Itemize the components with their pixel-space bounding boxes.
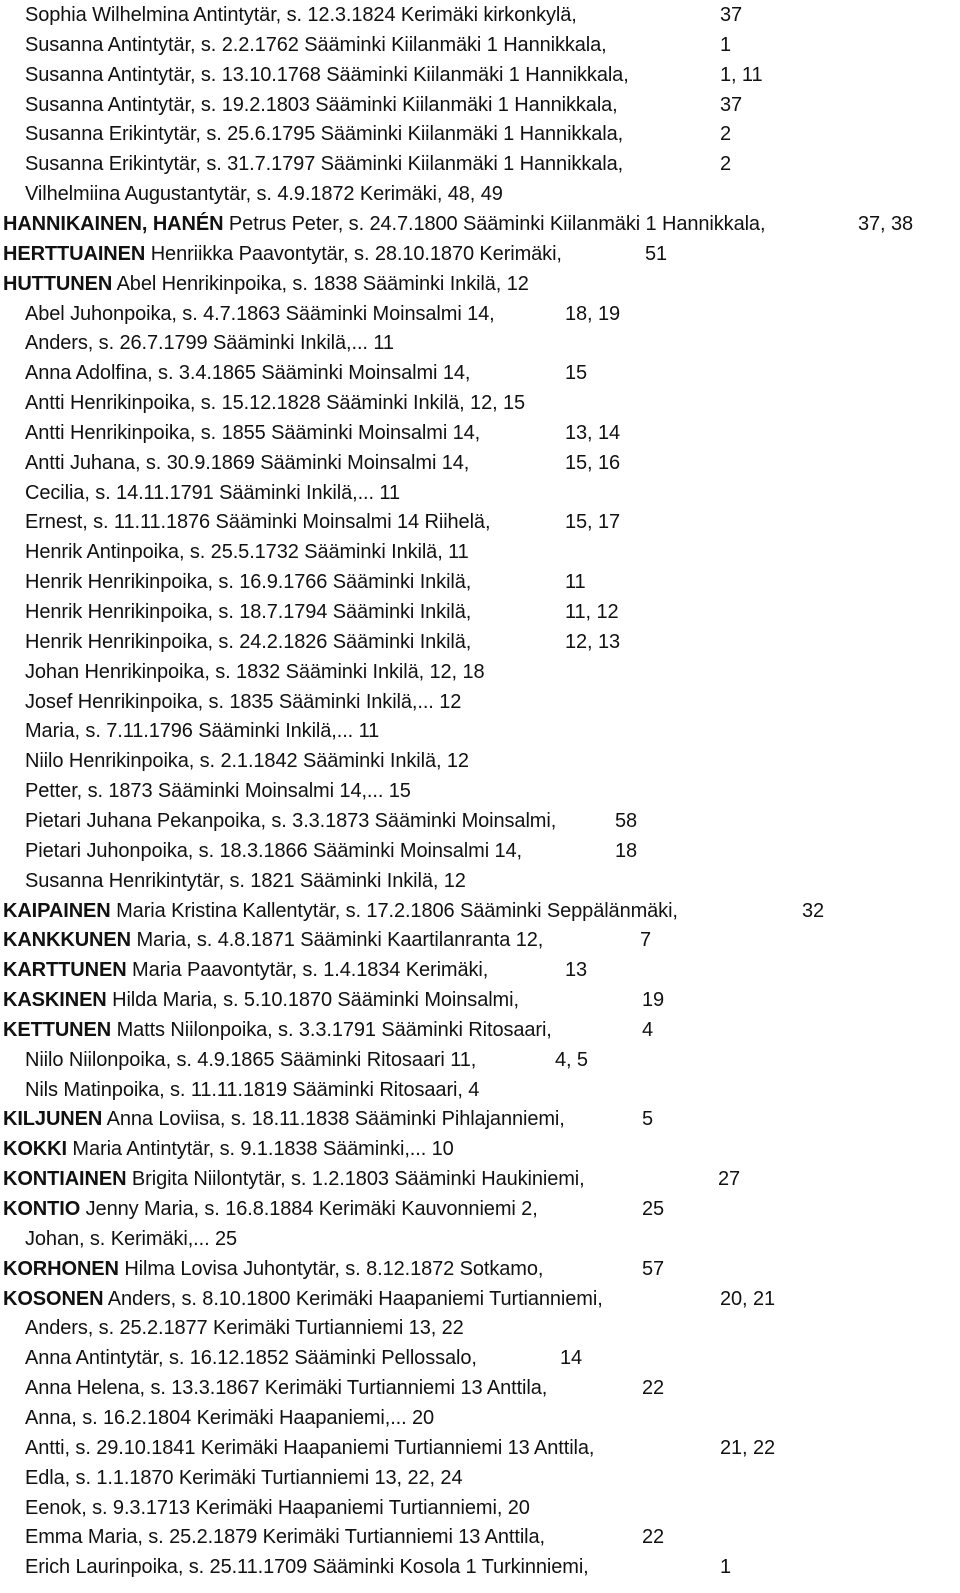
index-entry bbox=[25, 90, 743, 120]
index-entry bbox=[3, 925, 652, 955]
index-entry bbox=[25, 1493, 530, 1523]
entry-text: Maria Antintytär, s. 9.1.1838 Sääminki,... 10 bbox=[72, 1138, 454, 1161]
entry-page-numbers: 14 bbox=[560, 1347, 583, 1370]
entry-text: Maria, s. 4.8.1871 Sääminki Kaartilanranta 12, bbox=[136, 929, 544, 952]
index-entry bbox=[25, 746, 469, 776]
index-entry bbox=[25, 597, 619, 627]
entry-text: Susanna Antintytär, s. 13.10.1768 Sääminki Kiilanmäki 1 Hannikkala, bbox=[25, 63, 629, 86]
entry-text: Antti Henrikinpoika, s. 15.12.1828 Sääminki Inkilä, 12, 15 bbox=[25, 392, 526, 415]
entry-text: Petrus Peter, s. 24.7.1800 Sääminki Kiilanmäki 1 Hannikkala, bbox=[228, 212, 766, 235]
index-entry bbox=[3, 1164, 741, 1194]
entry-page-numbers: 19 bbox=[642, 989, 665, 1012]
entry-page-numbers: 25 bbox=[642, 1198, 665, 1220]
index-entry bbox=[25, 1343, 583, 1373]
index-entry bbox=[3, 985, 665, 1015]
entry-page-numbers: 2 bbox=[720, 153, 732, 176]
index-entry bbox=[25, 806, 638, 836]
index-entry bbox=[25, 418, 621, 448]
entry-surname: KOKKI bbox=[3, 1138, 67, 1161]
entry-text: Josef Henrikinpoika, s. 1835 Sääminki Inkilä,... 12 bbox=[25, 690, 462, 713]
entry-text: Antti, s. 29.10.1841 Kerimäki Haapaniemi Turtianniemi 13 Anttila, bbox=[25, 1436, 595, 1459]
entry-page-numbers: 15, 16 bbox=[565, 451, 621, 474]
index-entry bbox=[3, 209, 914, 239]
entry-text: Nils Matinpoika, s. 11.11.1819 Sääminki Ritosaari, 4 bbox=[25, 1078, 480, 1101]
entry-surname: KAIPAINEN bbox=[3, 899, 111, 922]
entry-text: Eenok, s. 9.3.1713 Kerimäki Haapaniemi Turtianniemi, 20 bbox=[25, 1496, 530, 1519]
entry-page-numbers: 1 bbox=[720, 1556, 732, 1579]
entry-surname: HUTTUNEN bbox=[3, 272, 113, 295]
entry-text: Hilda Maria, s. 5.10.1870 Sääminki Moinsalmi, bbox=[112, 989, 519, 1012]
entry-text: Anders, s. 8.10.1800 Kerimäki Haapaniemi Turtianniemi, bbox=[107, 1287, 603, 1310]
index-entry bbox=[25, 1373, 665, 1403]
entry-surname: HANNIKAINEN, HANÉN bbox=[3, 212, 224, 235]
entry-page-numbers: 7 bbox=[640, 929, 652, 952]
entry-text: Petter, s. 1873 Sääminki Moinsalmi 14,... 15 bbox=[25, 780, 411, 803]
entry-page-numbers: 11, 12 bbox=[565, 601, 619, 623]
index-entry bbox=[25, 567, 586, 597]
entry-text: Vilhelmiina Augustantytär, s. 4.9.1872 Kerimäki, 48, 49 bbox=[25, 183, 503, 206]
index-entry bbox=[25, 657, 485, 687]
entry-text: Sophia Wilhelmina Antintytär, s. 12.3.1824 Kerimäki kirkonkylä, bbox=[25, 4, 577, 26]
entry-surname: HERTTUAINEN bbox=[3, 242, 146, 265]
index-entry bbox=[25, 1313, 464, 1343]
entry-text: Hilma Lovisa Juhontytär, s. 8.12.1872 Sotkamo, bbox=[124, 1257, 544, 1280]
entry-text: Ernest, s. 11.11.1876 Sääminki Moinsalmi 14 Riihelä, bbox=[25, 511, 491, 534]
index-entry bbox=[25, 299, 621, 329]
entry-surname: KONTIO bbox=[3, 1198, 81, 1220]
entry-text: Niilo Niilonpoika, s. 4.9.1865 Sääminki Ritosaari 11, bbox=[25, 1048, 477, 1071]
entry-text: Susanna Antintytär, s. 2.2.1762 Sääminki Kiilanmäki 1 Hannikkala, bbox=[25, 33, 607, 56]
entry-text: Henrik Antinpoika, s. 25.5.1732 Sääminki Inkilä, 11 bbox=[25, 541, 469, 564]
entry-text: Henriikka Paavontytär, s. 28.10.1870 Kerimäki, bbox=[150, 242, 562, 265]
entry-text: Susanna Erikintytär, s. 25.6.1795 Sääminki Kiilanmäki 1 Hannikkala, bbox=[25, 123, 624, 146]
index-entry bbox=[3, 955, 588, 985]
entry-text: Anders, s. 26.7.1799 Sääminki Inkilä,... 11 bbox=[25, 332, 394, 355]
index-entry bbox=[25, 149, 732, 179]
entry-text: Jenny Maria, s. 16.8.1884 Kerimäki Kauvonniemi 2, bbox=[85, 1198, 538, 1220]
index-entry bbox=[25, 478, 400, 508]
entry-text: Emma Maria, s. 25.2.1879 Kerimäki Turtianniemi 13 Anttila, bbox=[25, 1526, 545, 1549]
entry-text: Susanna Erikintytär, s. 31.7.1797 Sääminki Kiilanmäki 1 Hannikkala, bbox=[25, 153, 624, 176]
entry-page-numbers: 18 bbox=[615, 839, 638, 862]
entry-page-numbers: 1 bbox=[720, 33, 732, 56]
entry-page-numbers: 37, 38 bbox=[858, 212, 914, 235]
entry-text: Niilo Henrikinpoika, s. 2.1.1842 Sääminki Inkilä, 12 bbox=[25, 750, 469, 773]
entry-page-numbers: 15 bbox=[565, 362, 588, 385]
entry-surname: KOSONEN bbox=[3, 1287, 104, 1310]
entry-page-numbers: 27 bbox=[718, 1168, 741, 1191]
index-entry bbox=[25, 1075, 479, 1105]
entry-text: Pietari Juhana Pekanpoika, s. 3.3.1873 Sääminki Moinsalmi, bbox=[25, 809, 557, 832]
entry-page-numbers: 4 bbox=[642, 1018, 654, 1041]
entry-text: Henrik Henrikinpoika, s. 16.9.1766 Sääminki Inkilä, bbox=[25, 571, 472, 594]
index-entry bbox=[25, 1463, 462, 1493]
entry-text: Anna, s. 16.2.1804 Kerimäki Haapaniemi,... 20 bbox=[25, 1406, 435, 1429]
entry-page-numbers: 58 bbox=[615, 809, 638, 832]
index-entry bbox=[3, 1104, 654, 1134]
index-entry bbox=[25, 627, 621, 657]
entry-page-numbers: 11 bbox=[565, 571, 586, 594]
index-entry bbox=[25, 1045, 588, 1075]
index-entry bbox=[25, 1552, 732, 1582]
entry-text: Susanna Antintytär, s. 19.2.1803 Sääminki Kiilanmäki 1 Hannikkala, bbox=[25, 93, 618, 116]
entry-page-numbers: 21, 22 bbox=[720, 1436, 776, 1459]
index-entry bbox=[25, 30, 732, 60]
index-entry bbox=[25, 507, 621, 537]
entry-surname: KASKINEN bbox=[3, 989, 107, 1012]
entry-page-numbers: 37 bbox=[720, 4, 743, 26]
entry-page-numbers: 22 bbox=[642, 1526, 665, 1549]
entry-page-numbers: 15, 17 bbox=[565, 511, 621, 534]
index-entry bbox=[3, 239, 668, 269]
entry-surname: KONTIAINEN bbox=[3, 1168, 127, 1191]
entry-text: Johan, s. Kerimäki,... 25 bbox=[25, 1227, 238, 1250]
entry-surname: KORHONEN bbox=[3, 1257, 119, 1280]
entry-page-numbers: 22 bbox=[642, 1377, 665, 1400]
entry-surname: KETTUNEN bbox=[3, 1018, 112, 1041]
index-entry bbox=[25, 388, 525, 418]
entry-text: Anna Antintytär, s. 16.12.1852 Sääminki Pellossalo, bbox=[25, 1347, 477, 1370]
entry-page-numbers: 57 bbox=[642, 1257, 665, 1280]
index-entry bbox=[25, 60, 763, 90]
index-entry bbox=[25, 119, 732, 149]
index-entry bbox=[3, 1015, 654, 1045]
entry-text: Susanna Henrikintytär, s. 1821 Sääminki Inkilä, 12 bbox=[25, 869, 466, 892]
entry-text: Anna Helena, s. 13.3.1867 Kerimäki Turtianniemi 13 Anttila, bbox=[25, 1377, 548, 1400]
index-entry bbox=[25, 358, 588, 388]
entry-surname: KARTTUNEN bbox=[3, 959, 127, 982]
entry-page-numbers: 12, 13 bbox=[565, 630, 621, 653]
entry-page-numbers: 13, 14 bbox=[565, 421, 621, 444]
index-entry bbox=[3, 1134, 454, 1164]
entry-page-numbers: 37 bbox=[720, 93, 743, 116]
index-entry bbox=[25, 836, 638, 866]
index-entry bbox=[25, 448, 621, 478]
entry-page-numbers: 13 bbox=[565, 959, 588, 982]
index-entry bbox=[25, 179, 503, 209]
entry-text: Maria Kristina Kallentytär, s. 17.2.1806 Sääminki Seppälänmäki, bbox=[116, 899, 678, 922]
entry-surname: KANKKUNEN bbox=[3, 929, 131, 952]
entry-page-numbers: 1, 11 bbox=[720, 63, 763, 86]
entry-text: Cecilia, s. 14.11.1791 Sääminki Inkilä,... 11 bbox=[25, 481, 400, 504]
index-entry bbox=[3, 896, 825, 926]
entry-page-numbers: 18, 19 bbox=[565, 302, 621, 325]
entry-text: Johan Henrikinpoika, s. 1832 Sääminki Inkilä, 12, 18 bbox=[25, 660, 485, 683]
index-entry bbox=[25, 687, 461, 717]
entry-text: Anna Loviisa, s. 18.11.1838 Sääminki Pihlajanniemi, bbox=[106, 1108, 565, 1131]
index-entry bbox=[25, 866, 466, 896]
index-entry bbox=[3, 1254, 665, 1284]
entry-text: Anders, s. 25.2.1877 Kerimäki Turtianniemi 13, 22 bbox=[25, 1317, 464, 1340]
entry-text: Brigita Niilontytär, s. 1.2.1803 Sääminki Haukiniemi, bbox=[131, 1168, 585, 1191]
entry-text: Pietari Juhonpoika, s. 18.3.1866 Sääminki Moinsalmi 14, bbox=[25, 839, 523, 862]
entry-text: Henrik Henrikinpoika, s. 24.2.1826 Sääminki Inkilä, bbox=[25, 630, 472, 653]
entry-page-numbers: 4, 5 bbox=[555, 1048, 588, 1071]
index-entry bbox=[25, 537, 469, 567]
index-entry bbox=[25, 0, 743, 30]
index-entry bbox=[25, 716, 379, 746]
index-entry bbox=[3, 1194, 665, 1224]
entry-page-numbers: 2 bbox=[720, 123, 732, 146]
entry-text: Henrik Henrikinpoika, s. 18.7.1794 Sääminki Inkilä, bbox=[25, 601, 472, 623]
entry-page-numbers: 51 bbox=[645, 242, 668, 265]
entry-text: Antti Juhana, s. 30.9.1869 Sääminki Moinsalmi 14, bbox=[25, 451, 470, 474]
entry-text: Erich Laurinpoika, s. 25.11.1709 Sääminki Kosola 1 Turkinniemi, bbox=[25, 1556, 589, 1579]
entry-text: Anna Adolfina, s. 3.4.1865 Sääminki Moinsalmi 14, bbox=[25, 362, 471, 385]
entry-text: Abel Henrikinpoika, s. 1838 Sääminki Inkilä, 12 bbox=[116, 272, 529, 295]
index-entry bbox=[25, 1224, 237, 1254]
index-entry bbox=[25, 1433, 776, 1463]
entry-text: Antti Henrikinpoika, s. 1855 Sääminki Moinsalmi 14, bbox=[25, 421, 481, 444]
index-entry bbox=[25, 1403, 434, 1433]
index-entry bbox=[3, 1284, 776, 1314]
entry-text: Abel Juhonpoika, s. 4.7.1863 Sääminki Moinsalmi 14, bbox=[25, 302, 495, 325]
entry-text: Maria Paavontytär, s. 1.4.1834 Kerimäki, bbox=[132, 959, 489, 982]
entry-page-numbers: 32 bbox=[802, 899, 825, 922]
entry-text: Maria, s. 7.11.1796 Sääminki Inkilä,... 11 bbox=[25, 720, 380, 743]
index-entry bbox=[3, 269, 529, 299]
entry-text: Matts Niilonpoika, s. 3.3.1791 Sääminki Ritosaari, bbox=[116, 1018, 552, 1041]
entry-page-numbers: 20, 21 bbox=[720, 1287, 776, 1310]
index-entry bbox=[25, 1522, 665, 1552]
index-entry bbox=[25, 328, 394, 358]
index-entry bbox=[25, 776, 411, 806]
entry-page-numbers: 5 bbox=[642, 1108, 654, 1131]
entry-text: Edla, s. 1.1.1870 Kerimäki Turtianniemi 13, 22, 24 bbox=[25, 1466, 463, 1489]
entry-surname: KILJUNEN bbox=[3, 1108, 103, 1131]
